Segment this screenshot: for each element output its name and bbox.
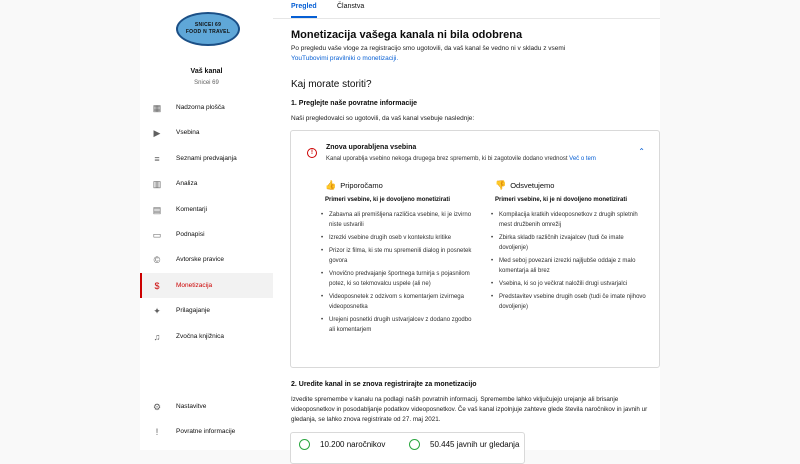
subtitles-icon: ▭ (152, 229, 162, 240)
list-item: • Kompilacija kratkih videoposnetkov z drugih spletnih mest družbenih omrežij (483, 210, 648, 230)
card-description-text: Kanal uporablja vsebino nekoga drugega brez sprememb, ki bi zagotovile dodano vrednost (326, 156, 568, 162)
watch-hours-count: 50.445 javnih ur gledanja (430, 440, 520, 449)
monetization-policies-link[interactable]: YouTubovimi pravilniki o monetizaciji. (291, 55, 399, 62)
reused-content-card (290, 130, 660, 368)
list-item: • Videoposnetek z odzivom s komentarjem izvirnega videoposnetka (313, 292, 478, 312)
step1-text: Naši pregledovalci so ugotovili, da vaš kanal vsebuje naslednje: (291, 115, 475, 122)
what-now-heading: Kaj morate storiti? (291, 79, 372, 90)
page-title: Monetizacija vašega kanala ni bila odobrena (291, 29, 523, 41)
subscriber-stat (299, 439, 385, 450)
sidebar-item-comments[interactable] (140, 197, 273, 222)
discouraged-list (483, 210, 648, 315)
sidebar-item-customization[interactable] (140, 298, 273, 323)
feedback-icon: ! (155, 426, 159, 437)
sidebar-item-label: Vsebina (176, 129, 200, 136)
video-icon: ▶ (153, 127, 161, 138)
recommended-heading (325, 180, 383, 191)
card-title: Znova uporabljena vsebina (326, 144, 417, 151)
dashboard-icon: ▦ (152, 102, 162, 113)
list-item: • Vsebina, ki so jo večkrat naložili drugi ustvarjalci (483, 279, 648, 289)
dollar-icon: $ (154, 280, 160, 291)
list-item: • Predstavitev vsebine drugih oseb (tudi če imate njihovo dovoljenje) (483, 292, 648, 312)
discouraged-heading (495, 180, 554, 191)
sidebar-item-label: Avtorske pravice (176, 256, 224, 263)
sidebar-item-copyright[interactable] (140, 247, 273, 272)
step1-heading: 1. Preglejte naše povratne informacije (291, 100, 418, 107)
sidebar-item-analytics[interactable] (140, 171, 273, 196)
sidebar (140, 0, 274, 450)
recommended-subheading: Primeri vsebine, ki je dovoljeno monetizirati (325, 197, 451, 203)
thumbs-down-icon: 👎 (495, 180, 507, 190)
channel-logo[interactable] (176, 12, 240, 46)
intro-text (291, 44, 651, 64)
list-item: • Prizor iz filma, ki ste mu spremenili dialog in posnetek govora (313, 246, 478, 266)
watch-hours-stat (409, 439, 519, 450)
discouraged-subheading: Primeri vsebine, ki je ni dovoljeno monetizirati (495, 197, 628, 203)
list-item: • Izrezki vsebine drugih oseb v kontekstu kritike (313, 233, 478, 243)
card-description (326, 156, 596, 162)
list-item: • Urejeni posnetki drugih ustvarjalcev z dodano zgodbo ali komentarjem (313, 315, 478, 335)
sidebar-item-label: Seznami predvajanja (176, 155, 237, 162)
warning-icon: ! (307, 148, 317, 158)
logo-text-bottom: FOOD N TRAVEL (185, 29, 231, 35)
tab-membership[interactable]: Članstva (337, 3, 365, 10)
channel-name: Snicei 69 (194, 80, 219, 86)
learn-more-link[interactable]: Več o tem (569, 156, 596, 162)
sidebar-item-monetization[interactable] (140, 273, 273, 298)
analytics-icon: ▥ (152, 178, 162, 189)
discouraged-label: Odsvetujemo (510, 181, 555, 190)
recommended-list (313, 210, 478, 338)
sidebar-item-label: Monetizacija (176, 282, 213, 289)
list-item: • Med seboj povezani izrezki najljubše oddaje z malo komentarja ali brez (483, 256, 648, 276)
logo-text-top: SNICEI 69 (194, 22, 222, 28)
eligibility-stats (290, 432, 525, 464)
sidebar-item-dashboard[interactable] (140, 95, 273, 120)
sidebar-item-audio-library[interactable] (140, 324, 273, 349)
channel-title: Vaš kanal (190, 68, 223, 75)
sidebar-item-feedback[interactable] (140, 419, 273, 444)
check-circle-icon (299, 439, 310, 450)
sidebar-item-label: Nadzorna plošča (176, 104, 225, 111)
check-circle-icon (409, 439, 420, 450)
sidebar-item-label: Nastavitve (176, 403, 207, 410)
playlist-icon: ≡ (154, 153, 160, 164)
magic-wand-icon: ✦ (153, 305, 161, 316)
recommended-label: Priporočamo (340, 181, 383, 190)
sidebar-item-label: Analiza (176, 180, 198, 187)
list-item: • Zabavna ali premišljena različica vsebine, ki je izvirno niste ustvarili (313, 210, 478, 230)
list-item: • Vnovično predvajanje športnega turnirja s pojasnilom potez, ki so tekmovalcu uspele (ali ne) (313, 269, 478, 289)
tab-overview[interactable]: Pregled (291, 3, 317, 10)
sidebar-item-label: Podnapisi (176, 231, 205, 238)
sidebar-item-subtitles[interactable] (140, 222, 273, 247)
sidebar-item-label: Zvočna knjižnica (176, 333, 225, 340)
step2-text: Izvedite spremembe v kanalu na podlagi naših povratnih informacij. Spremembe lahko vključujejo urejanje ali brisanje videoposnetkov in posodabljanje podatkov videoposnetkov. Če vaš kanal izpolnjuje zahteve glede števila naročnikov in javnih ur gledanja, se lahko znova registrirate od 27. maj 2021. (291, 396, 648, 423)
sidebar-item-playlists[interactable] (140, 146, 273, 171)
sidebar-item-settings[interactable] (140, 394, 273, 419)
sidebar-item-label: Povratne informacije (176, 428, 236, 435)
subscriber-count: 10.200 naročnikov (320, 440, 386, 449)
step2-heading: 2. Uredite kanal in se znova registrirajte za monetizacijo (291, 381, 477, 388)
tab-bar (273, 0, 660, 19)
intro-line: Po pregledu vaše vloge za registracijo smo ugotovili, da vaš kanal še vedno ni v skladu z vsemi (291, 45, 566, 52)
sidebar-item-label: Prilagajanje (176, 307, 210, 314)
comments-icon: ▤ (152, 204, 162, 215)
main-content (273, 0, 660, 450)
audio-library-icon: ♫ (153, 331, 161, 342)
gear-icon: ⚙ (152, 401, 162, 412)
sidebar-item-content[interactable] (140, 120, 273, 145)
thumbs-up-icon: 👍 (325, 180, 337, 190)
chevron-up-icon[interactable]: ⌃ (638, 147, 645, 156)
list-item: • Zbirka skladb različnih izvajalcev (tudi če imate dovoljenje) (483, 233, 648, 253)
copyright-icon: © (153, 254, 161, 265)
sidebar-item-label: Komentarji (176, 206, 208, 213)
